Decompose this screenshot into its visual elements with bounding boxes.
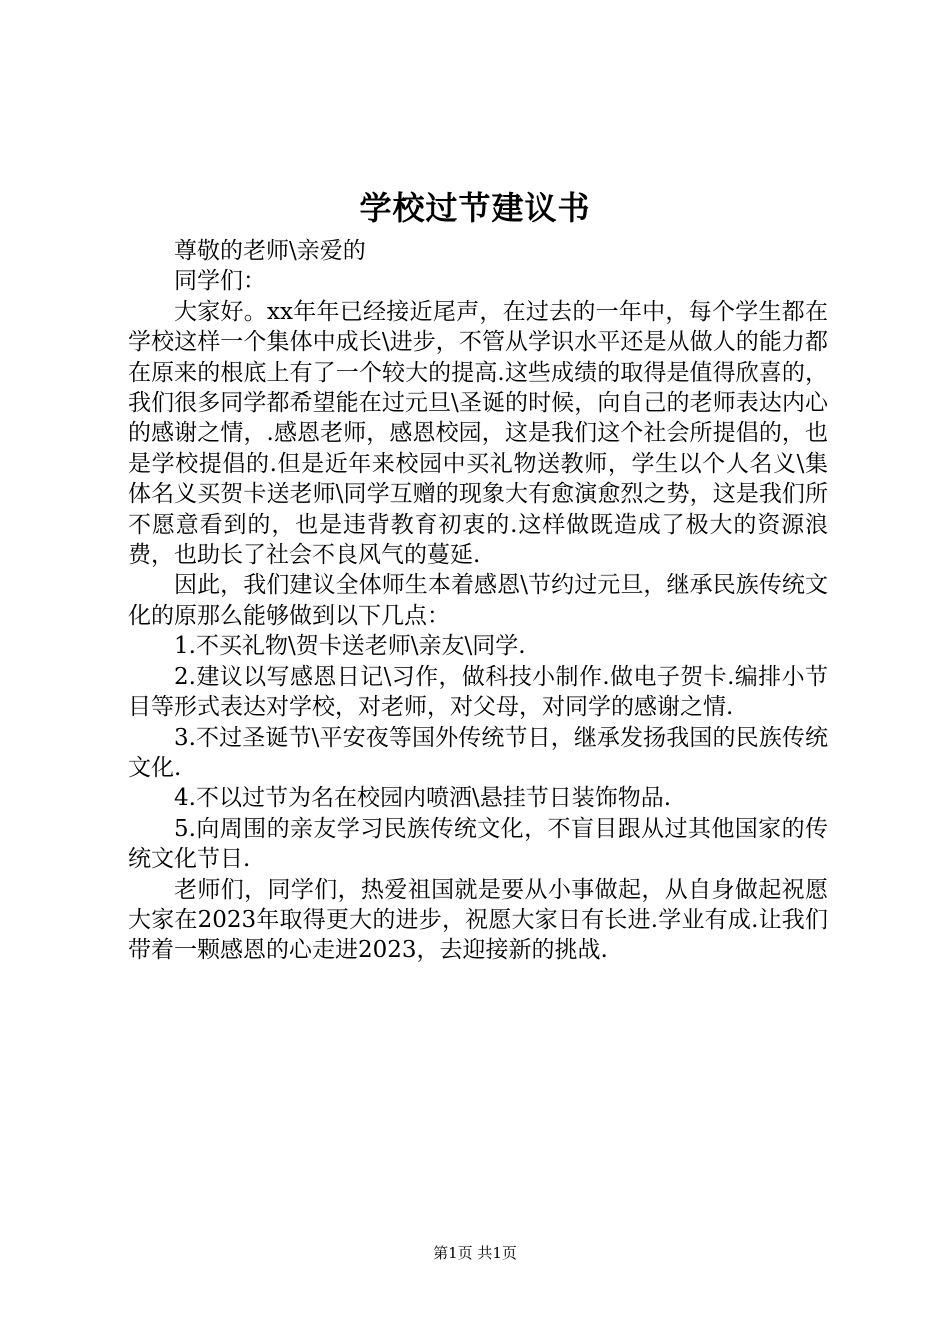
list-item-4: 4.不以过节为名在校园内喷洒\悬挂节日装饰物品. xyxy=(174,785,672,812)
list-item-3: 3.不过圣诞节\平安夜等国外传统节日，继承发扬我国的民族传统文化. xyxy=(128,724,828,781)
proposal-paragraph: 因此，我们建议全体师生本着感恩\节约过元旦，继承民族传统文化的原那么能够做到以下几点： xyxy=(128,572,828,629)
list-item-5: 5.向周围的亲友学习民族传统文化，不盲目跟从过其他国家的传统文化节日. xyxy=(128,815,828,873)
salutation-line-1: 尊敬的老师\亲爱的 xyxy=(174,238,366,264)
document-body xyxy=(128,236,828,966)
page-number-footer: 第1页 共1页 xyxy=(433,1244,517,1262)
closing-paragraph: 老师们，同学们，热爱祖国就是要从小事做起，从自身做起祝愿大家在2023年取得更大的进步，祝愿大家日有长进.学业有成.让我们带着一颗感恩的心走进2023，去迎接新的挑战. xyxy=(128,876,828,964)
salutation-line-2: 同学们： xyxy=(174,268,266,295)
intro-paragraph: 大家好。xx年年已经接近尾声，在过去的一年中，每个学生都在学校这样一个集体中成长\进步，不管从学识水平还是从做人的能力都在原来的根底上有了一个较大的提高.这些成绩的取得是值得欣喜的，我们很多同学都希望能在过元旦\圣诞的时候，向自己的老师表达内心的感谢之情，.感恩老师，感恩校园，这是我们这个社会所提倡的，也是学校提倡的.但是近年来校园中买礼物送教师，学生以个人名义\集体名义买贺卡送老师\同学互赠的现象大有愈演愈烈之势，这是我们所不愿意看到的，也是违背教育初衷的.这样做既造成了极大的资源浪费，也助长了社会不良风气的蔓延. xyxy=(128,298,828,569)
list-item-1: 1.不买礼物\贺卡送老师\亲友\同学. xyxy=(174,633,526,660)
list-item-2: 2.建议以写感恩日记\习作，做科技小制作.做电子贺卡.编排小节目等形式表达对学校，对老师，对父母，对同学的感谢之情. xyxy=(128,663,828,721)
page-title: 学校过节建议书 xyxy=(359,189,591,227)
